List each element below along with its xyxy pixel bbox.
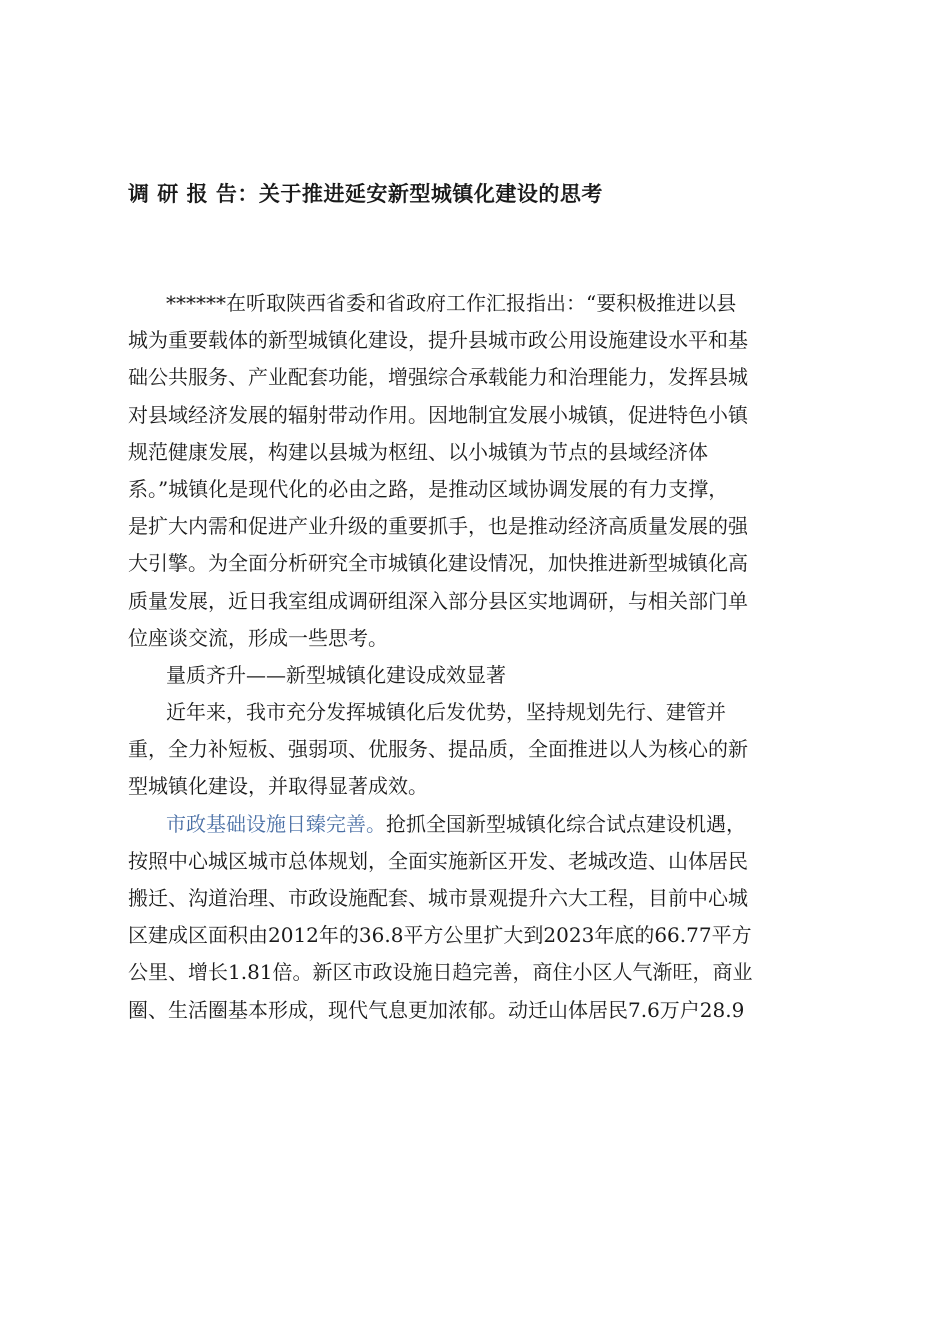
paragraph-line: 公里、增长1.81倍。新区市政设施日趋完善，商住小区人气渐旺，商业 <box>128 960 753 985</box>
paragraph-line: 城为重要载体的新型城镇化建设，提升县城市政公用设施建设水平和基 <box>128 328 748 353</box>
paragraph-line: 规范健康发展，构建以县城为枢纽、以小城镇为节点的县域经济体 <box>128 439 708 464</box>
paragraph-line: 区建成区面积由2012年的36.8平方公里扩大到2023年底的66.77平方 <box>128 923 752 948</box>
paragraph-line: ******在听取陕西省委和省政府工作汇报指出：“要积极推进以县 <box>166 291 737 315</box>
paragraph-line: 重，全力补短板、强弱项、优服务、提品质，全面推进以人为核心的新 <box>128 737 748 762</box>
paragraph-line: 质量发展，近日我室组成调研组深入部分县区实地调研，与相关部门单 <box>128 588 748 613</box>
paragraph-line: 系。”城镇化是现代化的必由之路，是推动区域协调发展的有力支撑， <box>128 476 729 501</box>
paragraph-line: 础公共服务、产业配套功能，增强综合承载能力和治理能力，发挥县城 <box>128 365 748 390</box>
paragraph-line: 搬迁、沟道治理、市政设施配套、城市景观提升六大工程，目前中心城 <box>128 886 748 910</box>
paragraph-line: 按照中心城区城市总体规划，全面实施新区开发、老城改造、山体居民 <box>128 848 748 873</box>
highlight-phrase: 市政基础设施日臻完善。 <box>166 811 386 836</box>
paragraph-line: 对县域经济发展的辐射带动作用。因地制宜发展小城镇，促进特色小镇 <box>128 402 748 427</box>
document-title: 调 研 报 告：关于推进延安新型城镇化建设的思考 <box>128 182 603 206</box>
paragraph-line: 大引擎。为全面分析研究全市城镇化建设情况，加快推进新型城镇化高 <box>128 551 748 576</box>
section-heading: 量质齐升——新型城镇化建设成效显著 <box>166 662 506 687</box>
paragraph-line: 位座谈交流，形成一些思考。 <box>128 625 388 650</box>
paragraph-line: 是扩大内需和促进产业升级的重要抓手，也是推动经济高质量发展的强 <box>128 514 748 539</box>
document-body <box>128 285 828 1029</box>
paragraph-line: 型城镇化建设，并取得显著成效。 <box>128 774 428 799</box>
paragraph-text: 抢抓全国新型城镇化综合试点建设机遇， <box>386 811 746 836</box>
paragraph-line: 近年来，我市充分发挥城镇化后发优势，坚持规划先行、建管并 <box>166 700 726 725</box>
paragraph-line: 圈、生活圈基本形成，现代气息更加浓郁。动迁山体居民7.6万户28.9 <box>128 997 745 1022</box>
paragraph-line <box>128 806 828 843</box>
